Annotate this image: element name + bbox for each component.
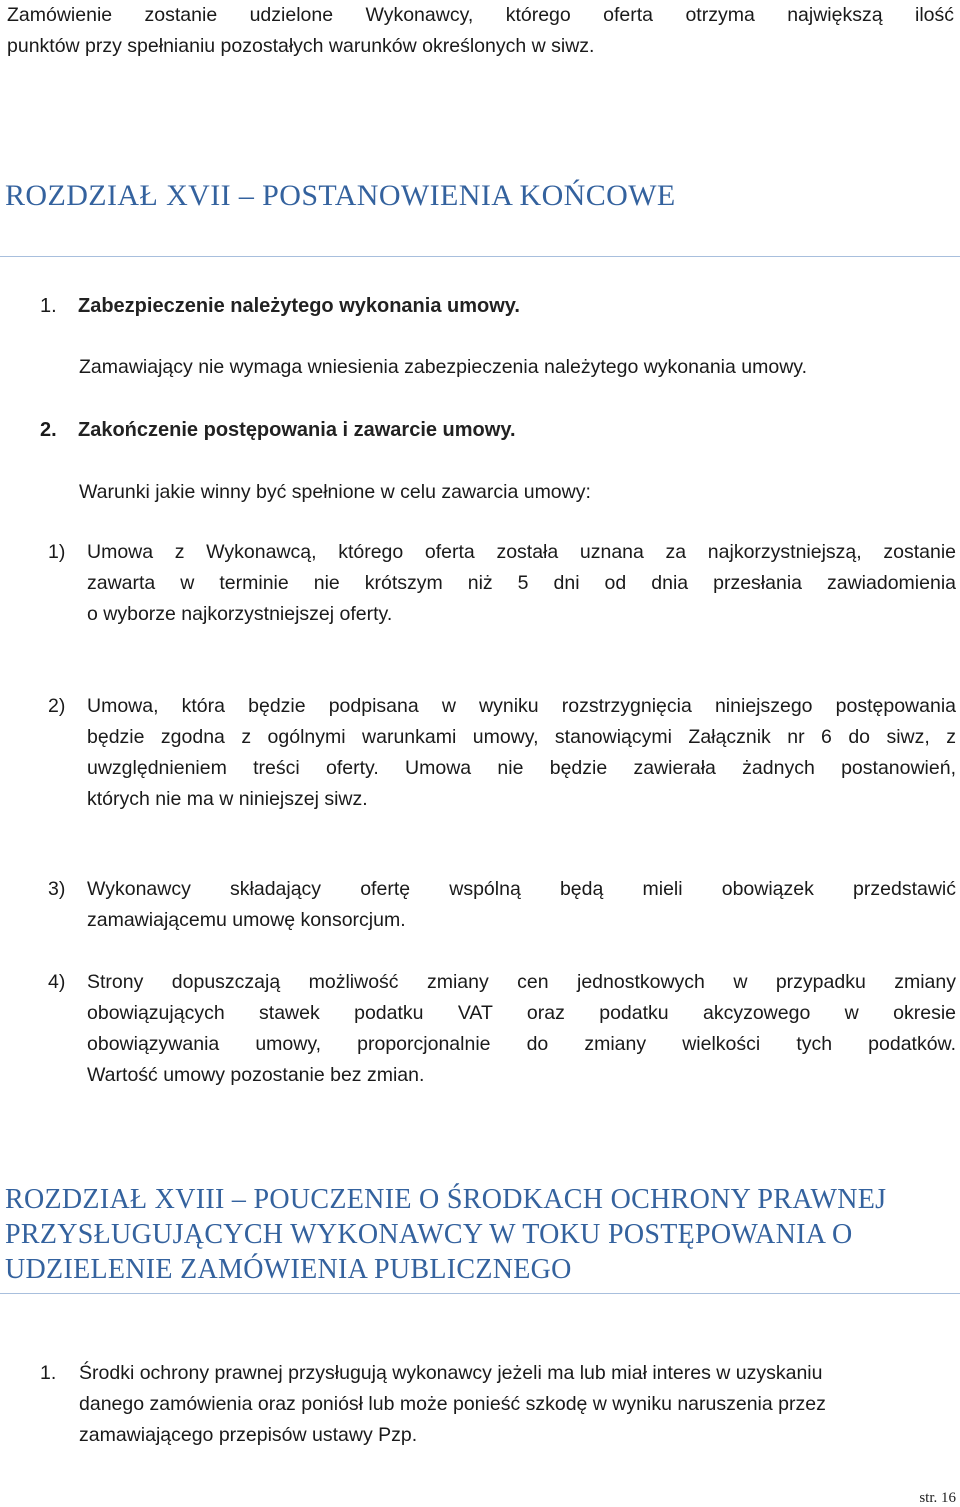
intro-paragraph (7, 0, 954, 62)
list-item-line: Wykonawcy składający ofertę wspólną będą mieli obowiązek przedstawić (87, 878, 956, 900)
intro-line: punktów przy spełnianiu pozostałych warunków określonych w siwz. (7, 35, 595, 57)
list-item-line: Środki ochrony prawnej przysługują wykonawcy jeżeli ma lub miał interes w uzyskaniu (79, 1362, 823, 1384)
page-number: str. 16 (919, 1490, 956, 1506)
section-number: 2. (40, 419, 57, 441)
list-item-line: Wartość umowy pozostanie bez zmian. (87, 1064, 425, 1086)
chapter-17-heading: ROZDZIAŁ XVII – POSTANOWIENIA KOŃCOWE (5, 179, 676, 212)
list-item-line: Strony dopuszczają możliwość zmiany cen jednostkowych w przypadku zmiany (87, 971, 956, 993)
chapter-18-heading-line: UDZIELENIE ZAMÓWIENIA PUBLICZNEGO (5, 1254, 572, 1285)
list-item-line: których nie ma w niniejszej siwz. (87, 788, 368, 810)
section-1-heading (40, 291, 520, 321)
intro-line: Zamówienie zostanie udzielone Wykonawcy, którego oferta otrzyma największą ilość (7, 4, 954, 26)
heading-underline (0, 1293, 960, 1294)
chapter-18-heading-line: PRZYSŁUGUJĄCYCH WYKONAWCY W TOKU POSTĘPOWANIA O (5, 1219, 853, 1250)
chapter-18-item (40, 1358, 956, 1451)
list-item-line: o wyborze najkorzystniejszej oferty. (87, 603, 393, 625)
list-item-line: Umowa, która będzie podpisana w wyniku rozstrzygnięcia niniejszego postępowania (87, 695, 956, 717)
list-item (48, 874, 956, 936)
section-number: 1. (40, 295, 57, 317)
list-item-label: 1. (40, 1362, 57, 1384)
section-2-heading (40, 415, 516, 445)
list-item-line: będzie zgodna z ogólnymi warunkami umowy, stanowiącymi Załącznik nr 6 do siwz, z (87, 726, 956, 748)
chapter-18-heading (5, 1182, 953, 1287)
list-item (48, 967, 956, 1091)
list-item-line: uwzględnieniem treści oferty. Umowa nie będzie zawierała żadnych postanowień, (87, 757, 956, 779)
list-item-line: obowiązujących stawek podatku VAT oraz podatku akcyzowego w okresie (87, 1002, 956, 1024)
heading-underline (0, 256, 960, 257)
list-item-line: zamawiającego przepisów ustawy Pzp. (79, 1424, 418, 1446)
section-1-text: Zamawiający nie wymaga wniesienia zabezpieczenia należytego wykonania umowy. (79, 356, 808, 378)
section-title: Zabezpieczenie należytego wykonania umowy. (78, 295, 520, 317)
list-item-label: 4) (48, 971, 66, 993)
chapter-18-heading-line: ROZDZIAŁ XVIII – POUCZENIE O ŚRODKACH OCHRONY PRAWNEJ (5, 1184, 887, 1215)
list-item-line: Umowa z Wykonawcą, którego oferta została uznana za najkorzystniejszą, zostanie (87, 541, 956, 563)
list-item-line: zawarta w terminie nie krótszym niż 5 dni od dnia przesłania zawiadomienia (87, 572, 956, 594)
list-item-label: 1) (48, 541, 66, 563)
list-item-label: 3) (48, 878, 66, 900)
list-item-label: 2) (48, 695, 66, 717)
list-item (48, 537, 956, 630)
list-item-line: danego zamówienia oraz poniósł lub może ponieść szkodę w wyniku naruszenia przez (79, 1393, 826, 1415)
list-item (48, 691, 956, 815)
section-2-intro: Warunki jakie winny być spełnione w celu zawarcia umowy: (79, 481, 591, 503)
section-title: Zakończenie postępowania i zawarcie umowy. (78, 419, 516, 441)
list-item-line: zamawiającemu umowę konsorcjum. (87, 909, 406, 931)
list-item-line: obowiązywania umowy, proporcjonalnie do zmiany wielkości tych podatków. (87, 1033, 956, 1055)
